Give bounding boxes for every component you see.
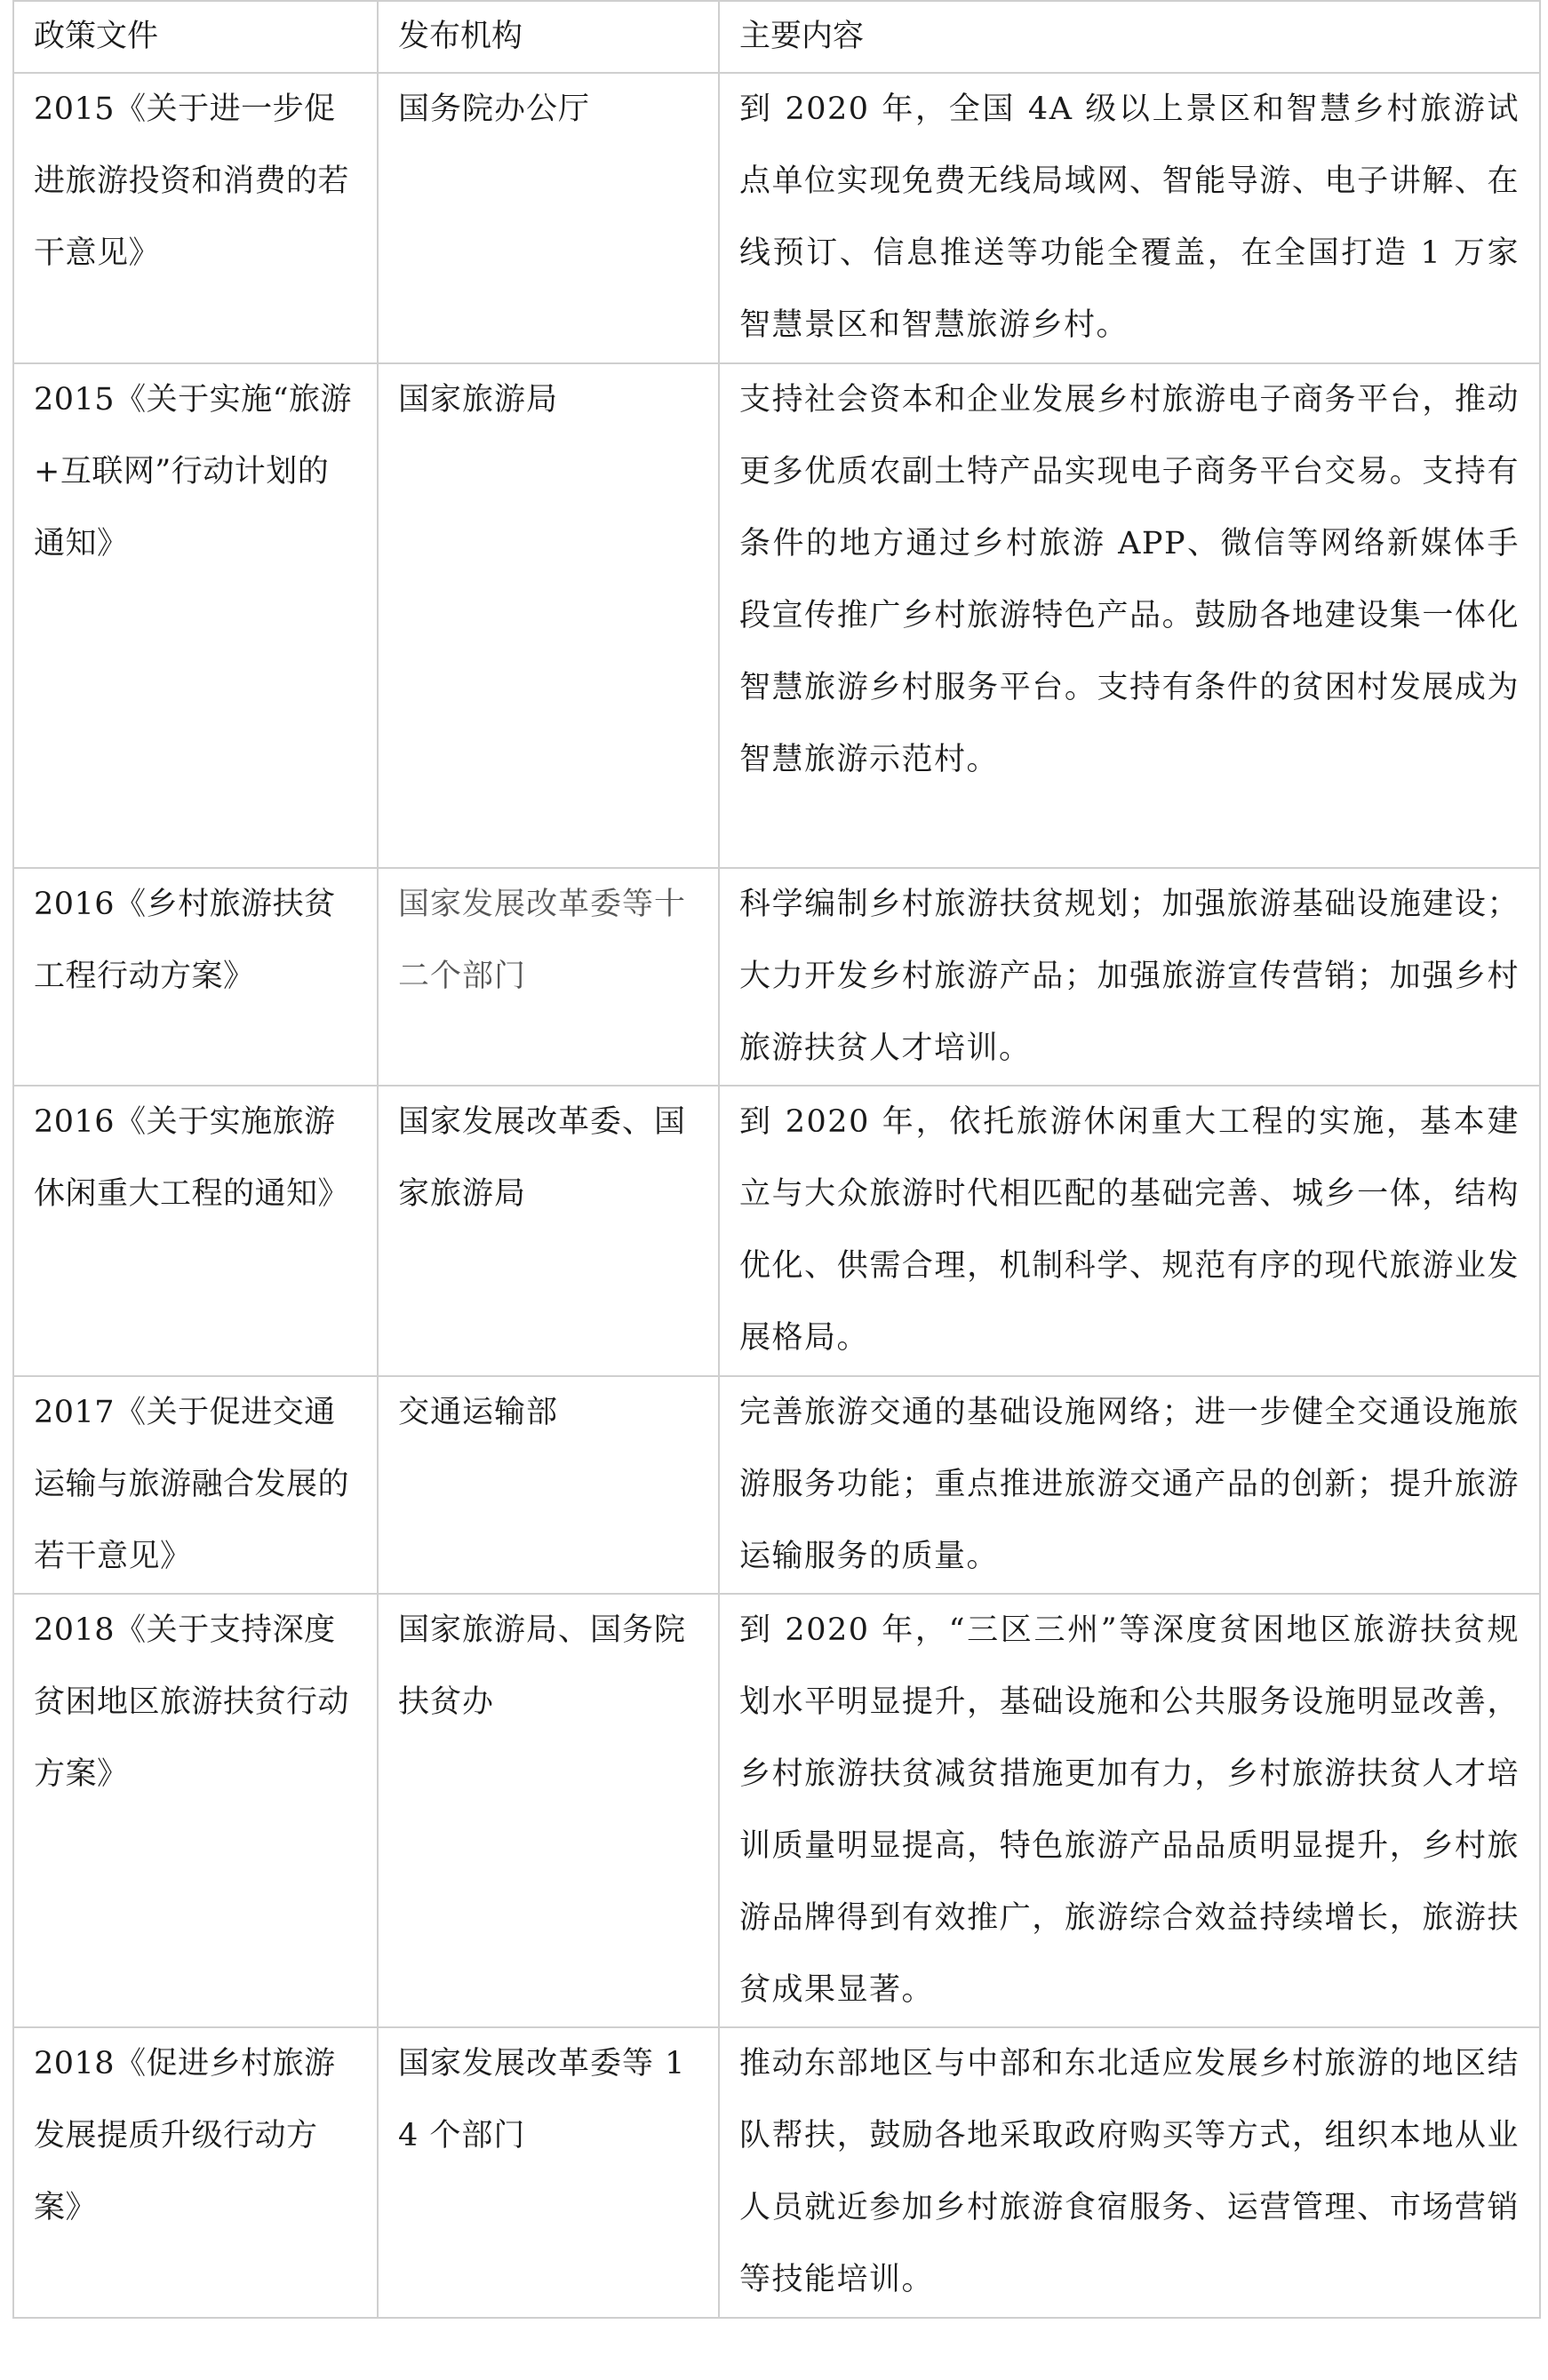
cell-issuing-agency: 国家旅游局 bbox=[378, 363, 719, 868]
cell-main-content: 科学编制乡村旅游扶贫规划；加强旅游基础设施建设；大力开发乡村旅游产品；加强旅游宣传营销；加强乡村旅游扶贫人才培训。 bbox=[719, 868, 1540, 1086]
table-header-row bbox=[13, 1, 1540, 73]
table-row bbox=[13, 1594, 1540, 2027]
header-issuing-agency: 发布机构 bbox=[378, 1, 719, 73]
cell-main-content: 到 2020 年，“三区三州”等深度贫困地区旅游扶贫规划水平明显提升，基础设施和公共服务设施明显改善，乡村旅游扶贫减贫措施更加有力，乡村旅游扶贫人才培训质量明显提高，特色旅游产品品质明显提升，乡村旅游品牌得到有效推广，旅游综合效益持续增长，旅游扶贫成果显著。 bbox=[719, 1594, 1540, 2027]
cell-main-content: 推动东部地区与中部和东北适应发展乡村旅游的地区结队帮扶，鼓励各地采取政府购买等方式，组织本地从业人员就近参加乡村旅游食宿服务、运营管理、市场营销等技能培训。 bbox=[719, 2027, 1540, 2318]
cell-issuing-agency: 国家发展改革委等十二个部门 bbox=[378, 868, 719, 1086]
table-row bbox=[13, 2027, 1540, 2318]
cell-policy-document: 2015《关于进一步促进旅游投资和消费的若干意见》 bbox=[13, 73, 378, 363]
header-main-content: 主要内容 bbox=[719, 1, 1540, 73]
cell-main-content: 完善旅游交通的基础设施网络；进一步健全交通设施旅游服务功能；重点推进旅游交通产品的创新；提升旅游运输服务的质量。 bbox=[719, 1376, 1540, 1594]
policy-table-container bbox=[12, 0, 1539, 2319]
cell-policy-document: 2016《乡村旅游扶贫工程行动方案》 bbox=[13, 868, 378, 1086]
cell-issuing-agency: 交通运输部 bbox=[378, 1376, 719, 1594]
cell-issuing-agency: 国家旅游局、国务院扶贫办 bbox=[378, 1594, 719, 2027]
policy-table bbox=[12, 0, 1541, 2319]
table-row bbox=[13, 363, 1540, 868]
cell-policy-document: 2018《促进乡村旅游发展提质升级行动方案》 bbox=[13, 2027, 378, 2318]
table-row bbox=[13, 1086, 1540, 1376]
table-row bbox=[13, 1376, 1540, 1594]
table-row bbox=[13, 73, 1540, 363]
cell-main-content: 支持社会资本和企业发展乡村旅游电子商务平台，推动更多优质农副土特产品实现电子商务平台交易。支持有条件的地方通过乡村旅游 APP、微信等网络新媒体手段宣传推广乡村旅游特色产品。鼓励各地建设集一体化智慧旅游乡村服务平台。支持有条件的贫困村发展成为智慧旅游示范村。 bbox=[719, 363, 1540, 868]
cell-issuing-agency: 国务院办公厅 bbox=[378, 73, 719, 363]
table-row bbox=[13, 868, 1540, 1086]
cell-main-content: 到 2020 年，全国 4A 级以上景区和智慧乡村旅游试点单位实现免费无线局域网、智能导游、电子讲解、在线预订、信息推送等功能全覆盖，在全国打造 1 万家智慧景区和智慧旅游乡村。 bbox=[719, 73, 1540, 363]
cell-policy-document: 2017《关于促进交通运输与旅游融合发展的若干意见》 bbox=[13, 1376, 378, 1594]
cell-issuing-agency: 国家发展改革委等 14 个部门 bbox=[378, 2027, 719, 2318]
cell-policy-document: 2018《关于支持深度贫困地区旅游扶贫行动方案》 bbox=[13, 1594, 378, 2027]
cell-policy-document: 2015《关于实施“旅游+互联网”行动计划的通知》 bbox=[13, 363, 378, 868]
cell-main-content: 到 2020 年，依托旅游休闲重大工程的实施，基本建立与大众旅游时代相匹配的基础完善、城乡一体，结构优化、供需合理，机制科学、规范有序的现代旅游业发展格局。 bbox=[719, 1086, 1540, 1376]
cell-policy-document: 2016《关于实施旅游休闲重大工程的通知》 bbox=[13, 1086, 378, 1376]
cell-issuing-agency: 国家发展改革委、国家旅游局 bbox=[378, 1086, 719, 1376]
header-policy-document: 政策文件 bbox=[13, 1, 378, 73]
